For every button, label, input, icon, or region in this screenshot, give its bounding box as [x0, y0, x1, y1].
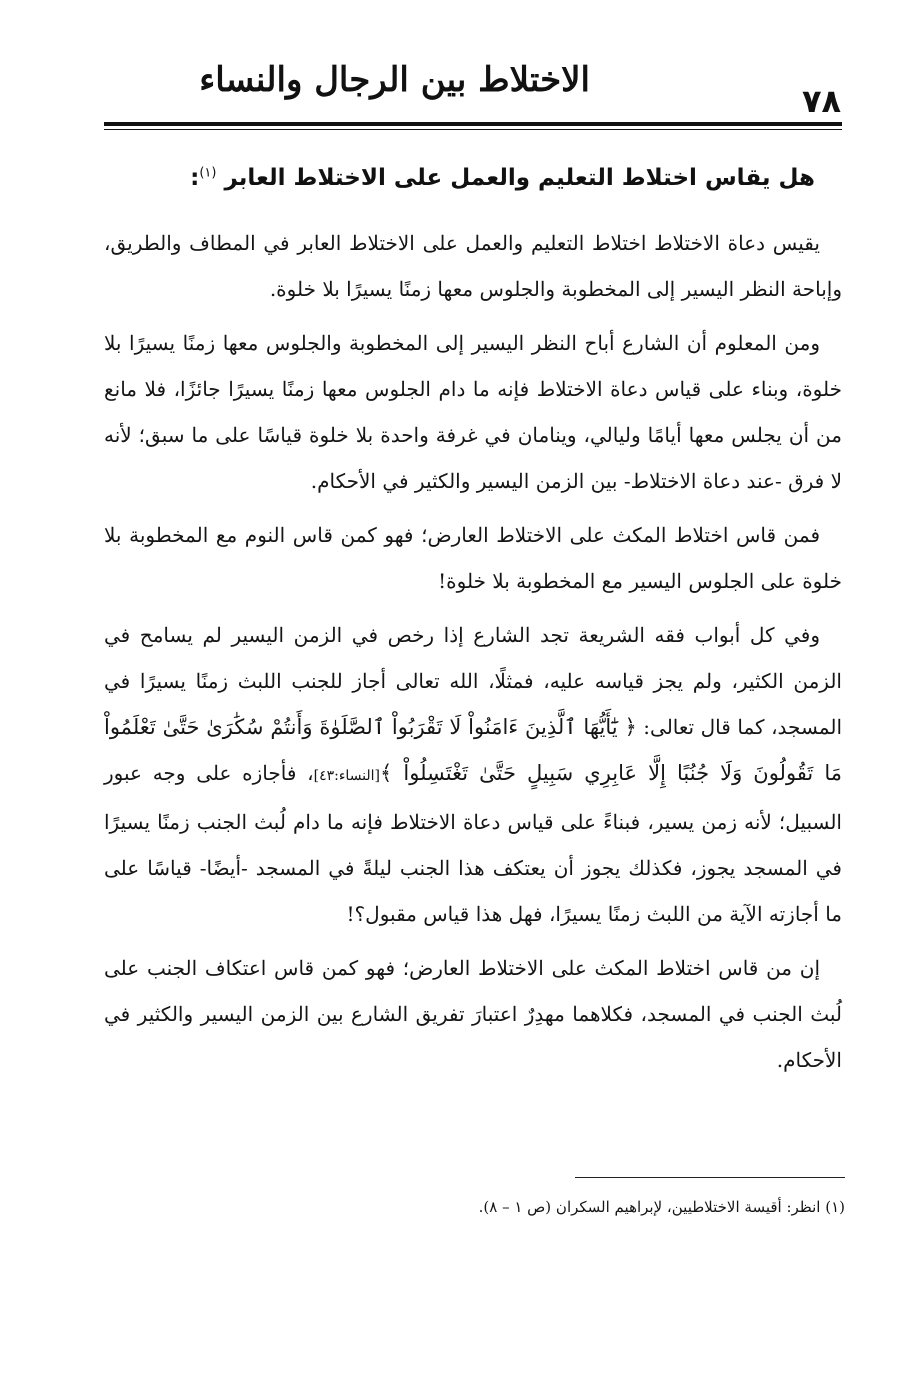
footnote-separator — [575, 1177, 845, 1178]
paragraph-3: فمن قاس اختلاط المكث على الاختلاط العارض؛ فهو كمن قاس النوم مع المخطوبة بلا خلوة على الجلوس اليسير مع المخطوبة بلا خلوة! — [104, 523, 842, 593]
body-text — [104, 220, 842, 1091]
paragraph-5: إن من قاس اختلاط المكث على الاختلاط العارض؛ فهو كمن قاس اعتكاف الجنب على لُبث الجنب في المسجد، فكلاهما مهدِرٌ اعتبارَ تفريق الشارع بين الزمن اليسير والكثير في الأحكام. — [104, 956, 842, 1072]
section-heading-text: هل يقاس اختلاط التعليم والعمل على الاختلاط العابر — [224, 165, 815, 191]
paragraph-4 — [104, 612, 842, 937]
section-heading — [95, 165, 815, 191]
paragraph-2: ومن المعلوم أن الشارع أباح النظر اليسير إلى المخطوبة والجلوس معها زمنًا يسيرًا بلا خلوة، وبناء على قياس دعاة الاختلاط فإنه ما دام الجلوس معها زمنًا يسيرًا جائزًا، فلا مانع من أن يجلس معها أيامًا وليالي، وينامان في غرفة واحدة بلا خلوة قياسًا على ما سبق؛ لأنه لا فرق -عند دعاة الاختلاط- بين الزمن اليسير والكثير في الأحكام. — [104, 331, 842, 493]
header-rule-thick — [104, 122, 842, 126]
paragraph-1: يقيس دعاة الاختلاط اختلاط التعليم والعمل على الاختلاط العابر في المطاف والطريق، وإباحة النظر اليسير إلى المخطوبة والجلوس معها زمنًا يسيرًا بلا خلوة. — [104, 231, 842, 301]
footnote-marker: (١) — [199, 165, 217, 181]
heading-colon: : — [190, 165, 200, 191]
footnote: (١) انظر: أقيسة الاختلاطيين، لإبراهيم السكران (ص ١ – ٨). — [478, 1198, 845, 1216]
header-rule-thin — [104, 129, 842, 130]
running-title: الاختلاط بين الرجال والنساء — [199, 60, 590, 100]
paragraph-4-intro: وفي كل أبواب فقه الشريعة تجد الشارع إذا رخص في الزمن اليسير لم يسامح في الزمن الكثير، ولم يجز قياسه عليه، فمثلًا، الله تعالى أجاز للجنب اللبث زمنًا يسيرًا في المسجد، كما قال تعالى: — [104, 623, 842, 739]
verse-reference: [النساء:٤٣] — [313, 768, 381, 784]
quran-verse: ﴿ يَٰٓأَيُّهَا ٱلَّذِينَ ءَامَنُواْ لَا تَقْرَبُواْ ٱلصَّلَوٰةَ وَأَنتُمْ سُكَٰرَىٰ حَتَّىٰ تَعْلَمُواْ مَا تَقُولُونَ وَلَا جُنُبًا إِلَّا عَابِرِي سَبِيلٍ حَتَّىٰ تَغْتَسِلُواْ ﴾ — [104, 715, 842, 785]
page-number: ٧٨ — [801, 82, 841, 120]
paragraph-4-rest: ، فأجازه على وجه عبور السبيل؛ لأنه زمن يسير، فبناءً على قياس دعاة الاختلاط فإنه ما دام لُبث الجنب زمنًا يسيرًا في المسجد يجوز، فكذلك يجوز أن يعتكف هذا الجنب ليلةً في المسجد -أيضًا- قياسًا على ما أجازته الآية من اللبث زمنًا يسيرًا، فهل هذا قياس مقبول؟! — [104, 761, 842, 926]
